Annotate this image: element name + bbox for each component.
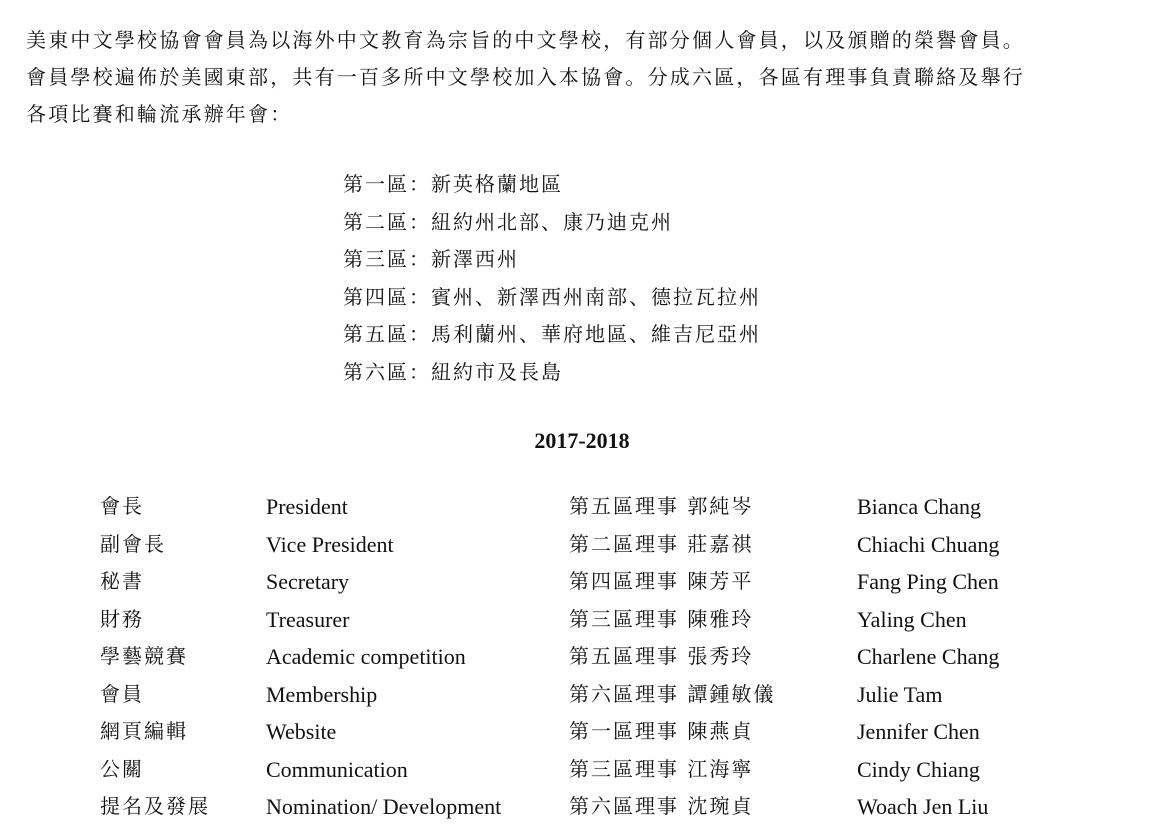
- name-english: Jennifer Chen: [857, 719, 980, 744]
- role-english: Secretary: [266, 569, 350, 594]
- role-chinese: 財務: [100, 606, 144, 631]
- role-chinese: 公關: [100, 756, 144, 781]
- district-director: 第二區理事 莊嘉祺: [569, 531, 754, 556]
- officer-row: [100, 601, 1150, 639]
- intro-paragraph: [26, 22, 1151, 133]
- officer-row: [100, 713, 1150, 751]
- role-chinese: 網頁編輯: [100, 719, 188, 743]
- role-chinese: 會員: [100, 681, 144, 706]
- role-english: Academic competition: [266, 644, 466, 669]
- region-item: 第六區：紐約市及長島: [343, 359, 563, 384]
- officer-row: [100, 676, 1150, 714]
- intro-line: 美東中文學校協會會員為以海外中文教育為宗旨的中文學校，有部分個人會員，以及頒贈的榮譽會員。: [26, 28, 1025, 52]
- officer-row: [100, 488, 1150, 526]
- term-year-heading: 2017-2018: [534, 428, 630, 453]
- district-director: 第五區理事 郭純岑: [569, 494, 754, 518]
- district-director: 第六區理事 譚鍾敏儀: [569, 681, 776, 706]
- intro-line: 各項比賽和輪流承辦年會：: [26, 102, 293, 126]
- officer-row: [100, 563, 1150, 601]
- officer-row: [100, 526, 1150, 564]
- role-chinese: 提名及發展: [100, 794, 210, 818]
- name-english: Chiachi Chuang: [857, 531, 1000, 557]
- district-director: 第三區理事 江海寧: [569, 756, 754, 781]
- officer-row: [100, 751, 1150, 789]
- name-english: Julie Tam: [857, 681, 943, 707]
- role-chinese: 副會長: [100, 531, 166, 556]
- role-chinese: 學藝競賽: [100, 644, 188, 668]
- officer-row: [100, 788, 1150, 826]
- name-english: Bianca Chang: [857, 494, 982, 519]
- role-english: Nomination/ Development: [266, 794, 502, 819]
- region-item: 第五區：馬利蘭州、華府地區、維吉尼亞州: [343, 322, 761, 346]
- district-director: 第六區理事 沈琬貞: [569, 794, 754, 818]
- region-list: [343, 166, 761, 391]
- district-director: 第三區理事 陳雅玲: [569, 606, 754, 631]
- intro-line: 會員學校遍佈於美國東部，共有一百多所中文學校加入本協會。分成六區，各區有理事負責聯絡及舉行: [26, 65, 1025, 89]
- officer-row: [100, 638, 1150, 676]
- role-english: Treasurer: [266, 606, 350, 632]
- name-english: Cindy Chiang: [857, 756, 980, 782]
- role-english: Communication: [266, 756, 408, 782]
- role-chinese: 秘書: [100, 569, 144, 593]
- region-item: 第三區：新澤西州: [343, 247, 519, 271]
- district-director: 第一區理事 陳燕貞: [569, 719, 754, 743]
- role-english: President: [266, 494, 348, 519]
- name-english: Yaling Chen: [857, 606, 967, 632]
- region-item: 第二區：紐約州北部、康乃迪克州: [343, 209, 673, 234]
- role-english: Membership: [266, 681, 378, 707]
- name-english: Fang Ping Chen: [857, 569, 999, 594]
- district-director: 第五區理事 張秀玲: [569, 644, 754, 668]
- role-chinese: 會長: [100, 494, 144, 518]
- role-english: Vice President: [266, 531, 394, 557]
- region-item: 第一區：新英格蘭地區: [343, 172, 563, 196]
- name-english: Charlene Chang: [857, 644, 1000, 669]
- district-director: 第四區理事 陳芳平: [569, 569, 754, 593]
- region-item: 第四區：賓州、新澤西州南部、德拉瓦拉州: [343, 284, 761, 309]
- name-english: Woach Jen Liu: [857, 794, 989, 819]
- officer-table: [100, 488, 1150, 826]
- role-english: Website: [266, 719, 337, 744]
